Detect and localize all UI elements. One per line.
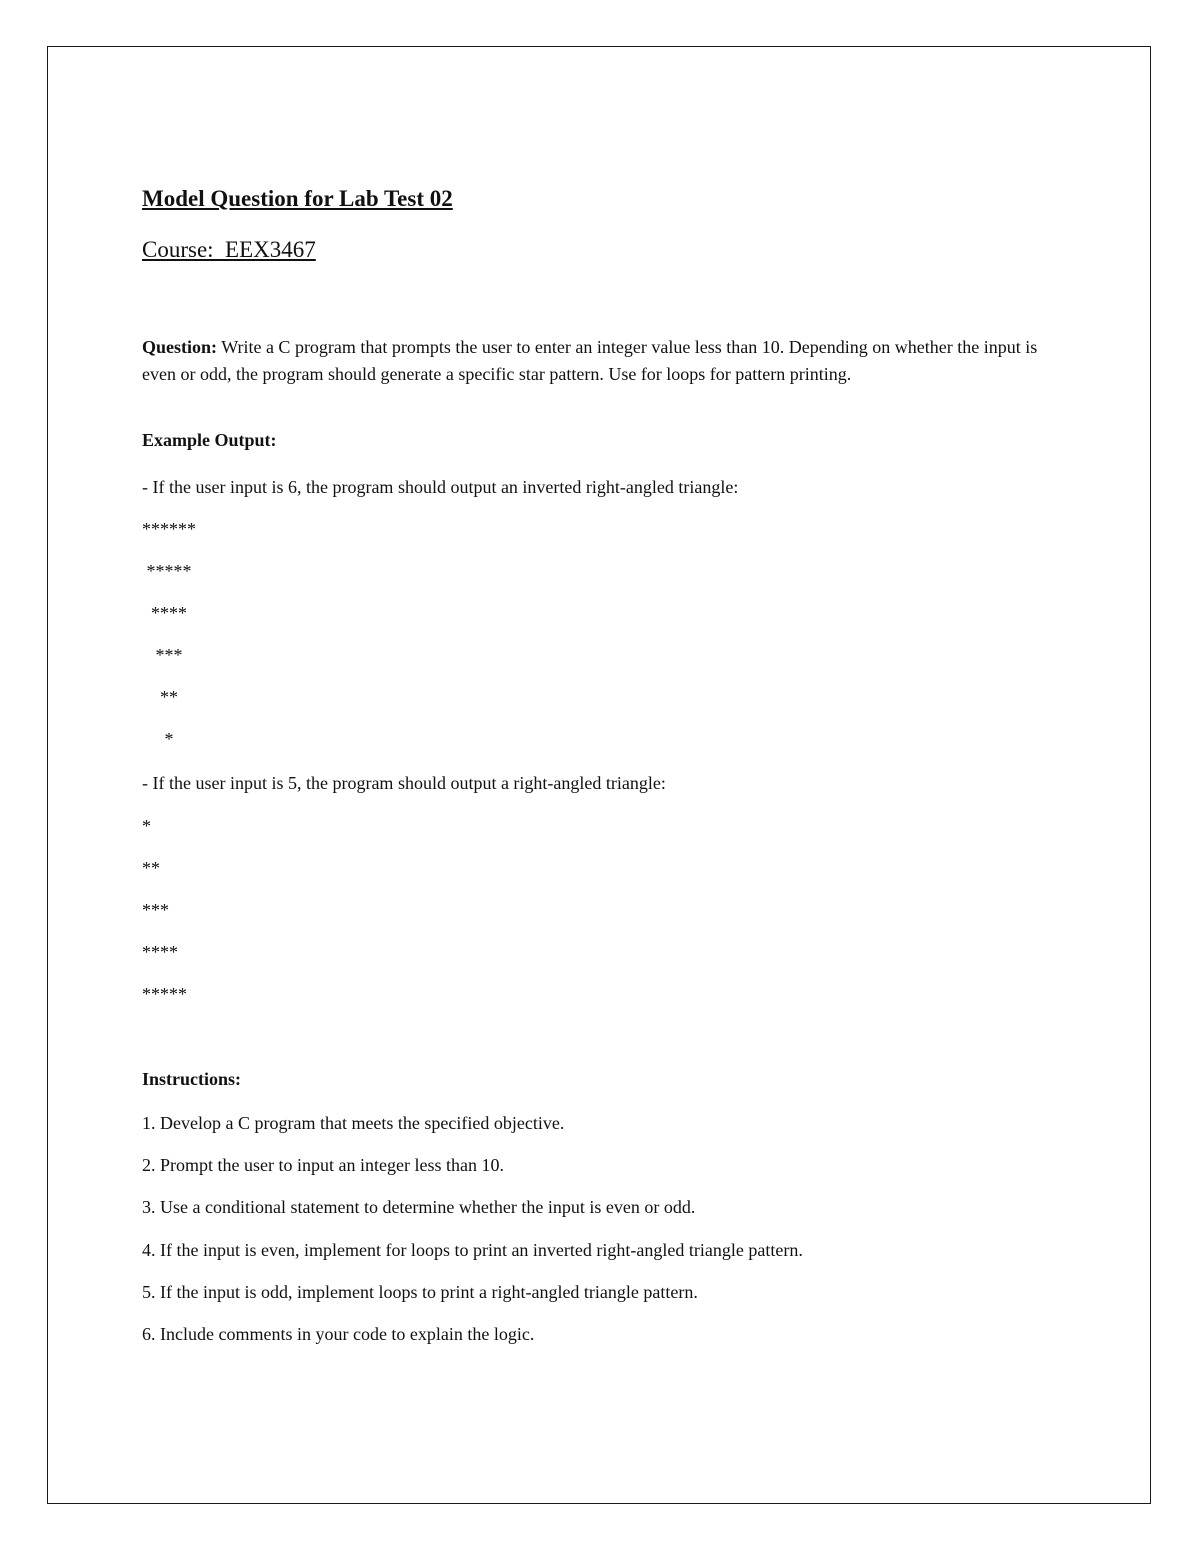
instruction-item: 5. If the input is odd, implement loops to print a right-angled triangle pattern. xyxy=(142,1282,698,1302)
even-pattern-line: ** xyxy=(142,687,178,707)
course-code: Course: EEX3467 xyxy=(142,237,316,262)
odd-case-description: - If the user input is 5, the program should output a right-angled triangle: xyxy=(142,773,666,793)
question-label: Question: xyxy=(142,337,218,357)
instruction-item: 3. Use a conditional statement to determine whether the input is even or odd. xyxy=(142,1197,696,1217)
document-title: Model Question for Lab Test 02 xyxy=(142,186,453,211)
odd-pattern-line: * xyxy=(142,816,151,836)
odd-pattern-line: **** xyxy=(142,942,178,962)
odd-pattern-line: ***** xyxy=(142,984,187,1004)
even-pattern-line: ***** xyxy=(142,561,192,581)
instruction-item: 6. Include comments in your code to explain the logic. xyxy=(142,1324,535,1344)
question-text: Write a C program that prompts the user to enter an integer value less than 10. Depending on whether the input is even or odd, the program should generate a specific star pattern. Use for loops for pattern printing. xyxy=(142,337,1038,384)
instruction-item: 2. Prompt the user to input an integer less than 10. xyxy=(142,1155,504,1175)
even-pattern-line: **** xyxy=(142,603,187,623)
odd-pattern-line: *** xyxy=(142,900,169,920)
instruction-item: 1. Develop a C program that meets the specified objective. xyxy=(142,1113,565,1133)
instruction-item: 4. If the input is even, implement for loops to print an inverted right-angled triangle pattern. xyxy=(142,1240,803,1260)
even-case-description: - If the user input is 6, the program should output an inverted right-angled triangle: xyxy=(142,477,739,497)
even-pattern-line: *** xyxy=(142,645,183,665)
even-pattern-line: * xyxy=(142,729,174,749)
odd-pattern-line: ** xyxy=(142,858,160,878)
example-output-label: Example Output: xyxy=(142,430,277,450)
even-pattern-line: ****** xyxy=(142,519,196,539)
instructions-label: Instructions: xyxy=(142,1069,242,1089)
question-paragraph xyxy=(142,334,1047,388)
